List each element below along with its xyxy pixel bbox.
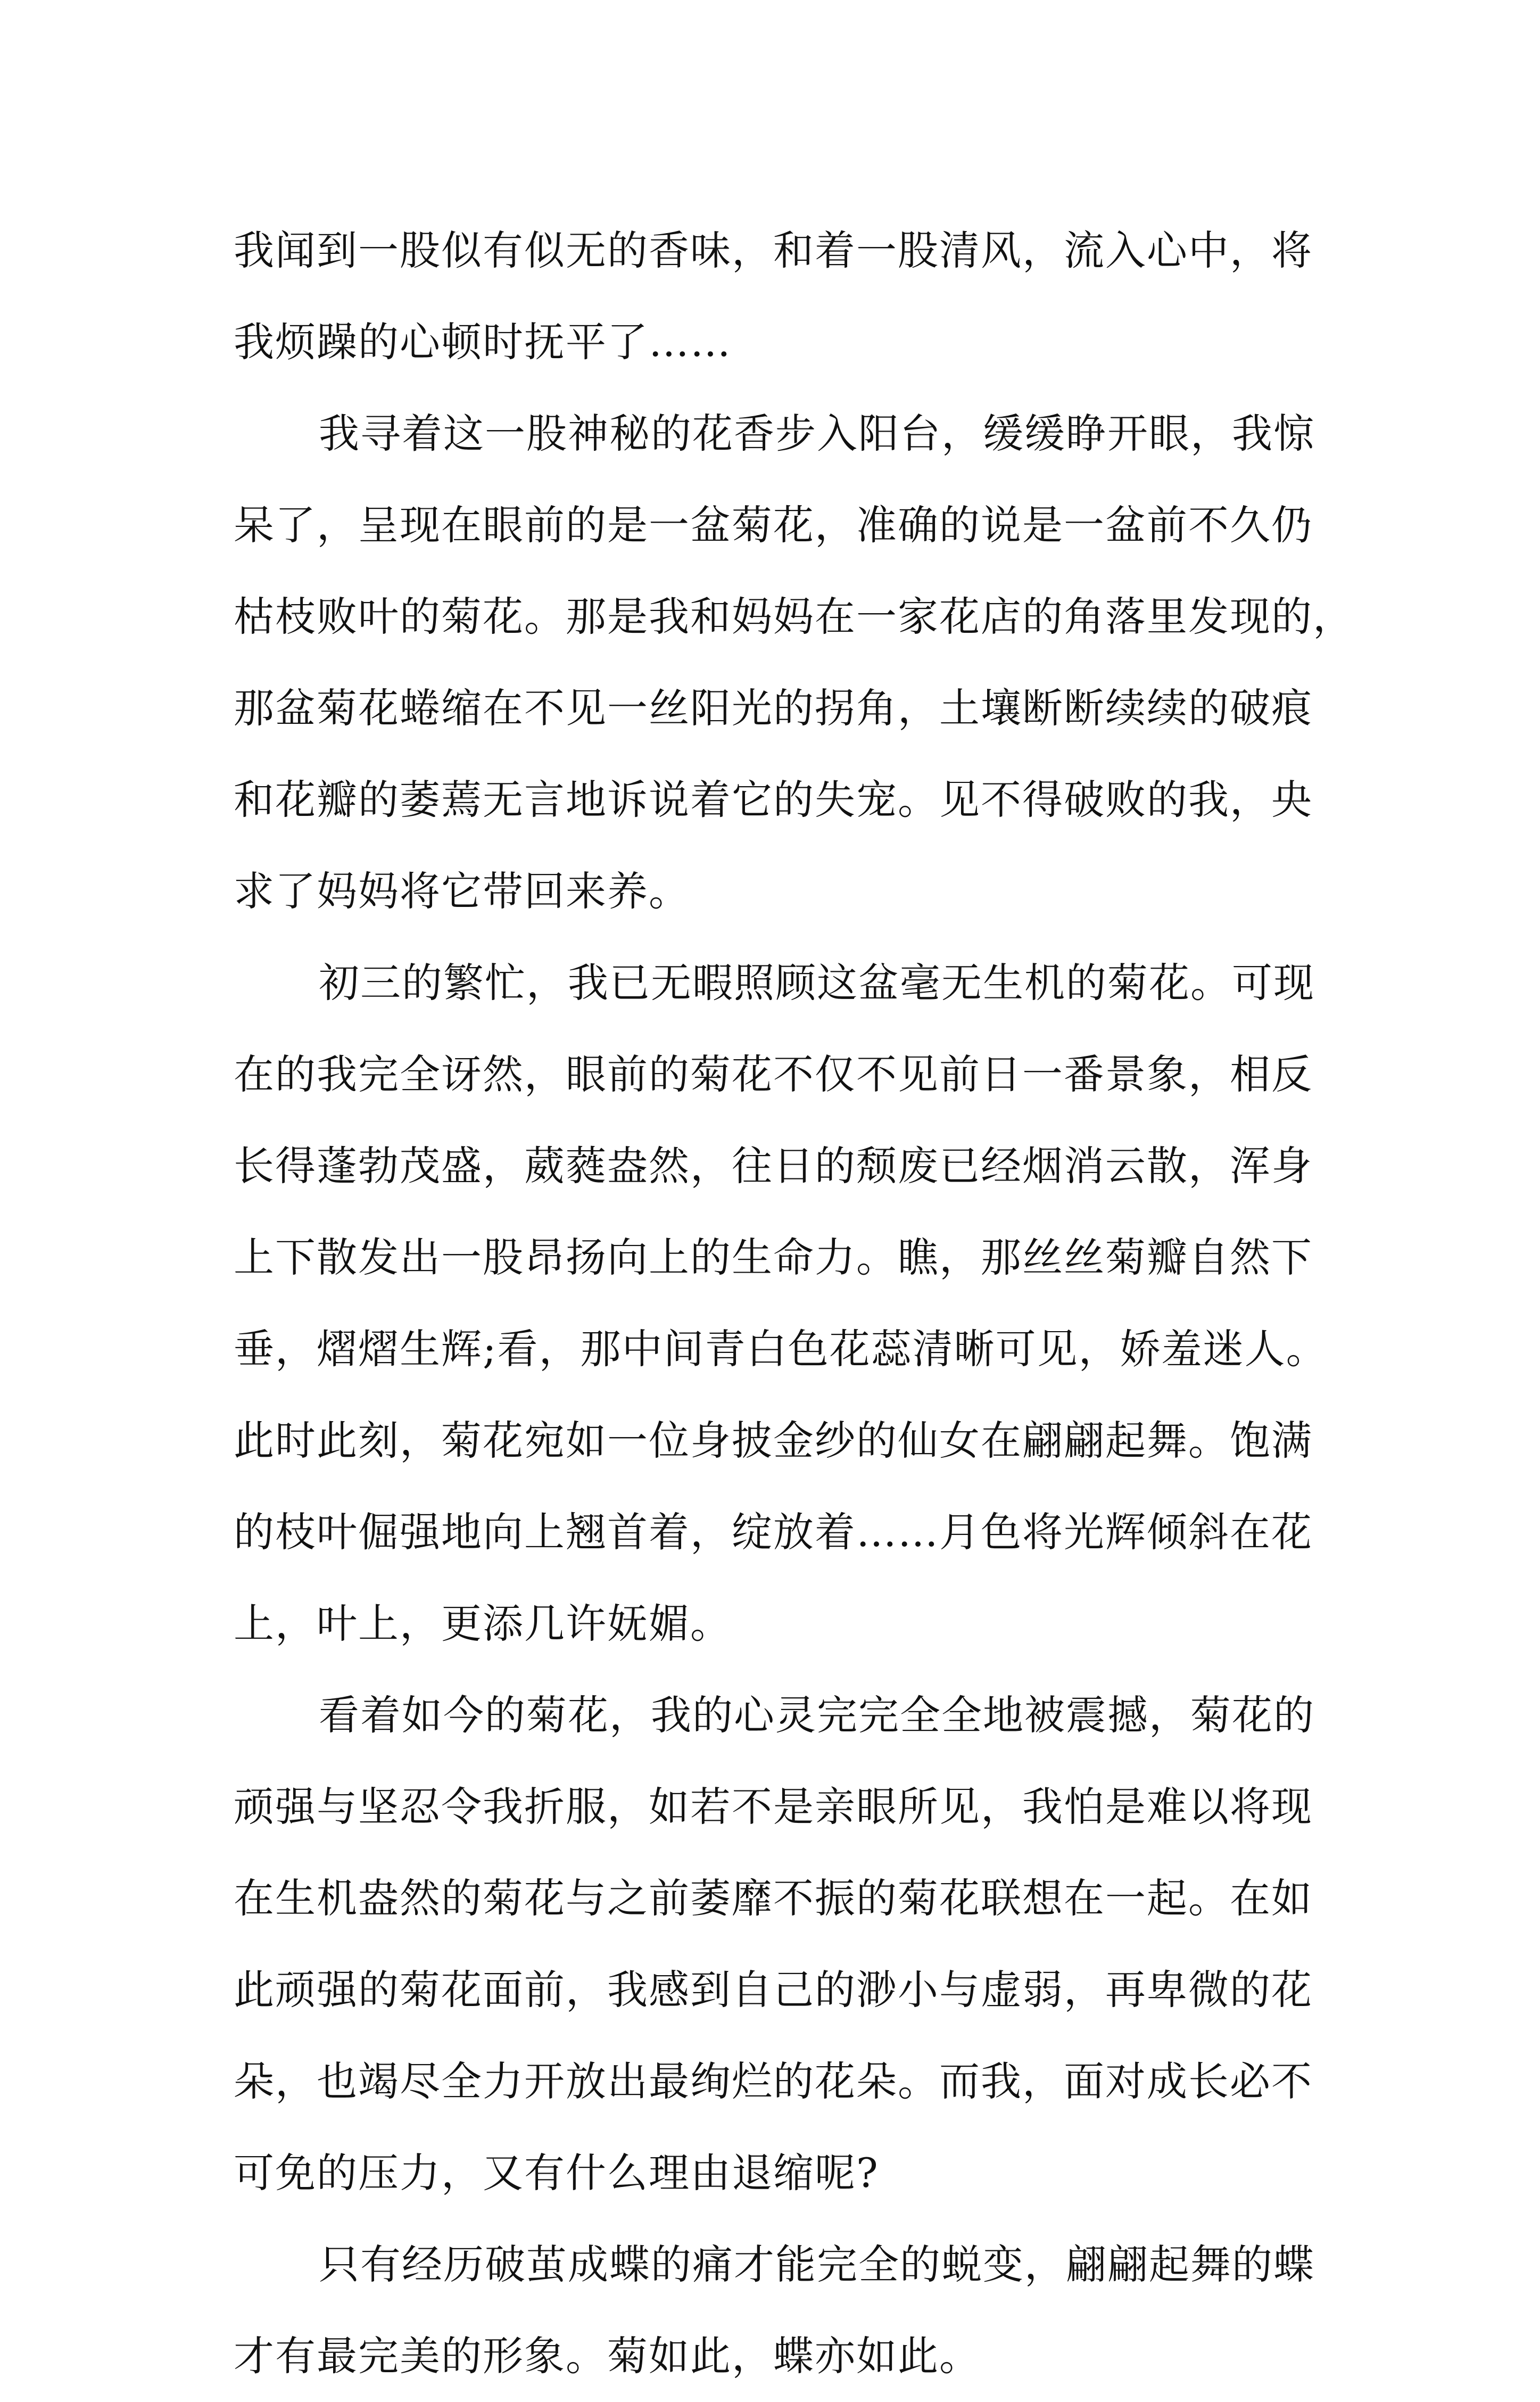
text-line-19: 在生机盎然的菊花与之前萎靡不振的菊花联想在一起。在如 bbox=[234, 1875, 1313, 1922]
text-line-6: 那盆菊花蜷缩在不见一丝阳光的拐角，土壤断断续续的破痕 bbox=[234, 684, 1313, 732]
text-line-18: 顽强与坚忍令我折服，如若不是亲眼所见，我怕是难以将现 bbox=[234, 1783, 1313, 1830]
paragraph-start-line-9: 初三的繁忙，我已无暇照顾这盆毫无生机的菊花。可现 bbox=[319, 959, 1315, 1006]
text-line-7: 和花瓣的萎蔫无言地诉说着它的失宠。见不得破败的我，央 bbox=[234, 776, 1313, 823]
text-line-22: 可免的压力，又有什么理由退缩呢? bbox=[234, 2149, 879, 2197]
text-line-24: 才有最完美的形象。菊如此，蝶亦如此。 bbox=[234, 2332, 981, 2380]
text-line-1: 我闻到一股似有似无的香味，和着一股清风，流入心中，将 bbox=[234, 227, 1313, 274]
text-line-15: 的枝叶倔强地向上翘首着，绽放着……月色将光辉倾斜在花 bbox=[234, 1508, 1313, 1556]
text-line-12: 上下散发出一股昂扬向上的生命力。瞧，那丝丝菊瓣自然下 bbox=[234, 1234, 1313, 1281]
text-line-11: 长得蓬勃茂盛，葳蕤盎然，往日的颓废已经烟消云散，浑身 bbox=[234, 1142, 1313, 1190]
paragraph-start-line-17: 看着如今的菊花，我的心灵完完全全地被震撼，菊花的 bbox=[319, 1691, 1315, 1739]
text-line-8: 求了妈妈将它带回来养。 bbox=[234, 868, 690, 915]
text-line-20: 此顽强的菊花面前，我感到自己的渺小与虚弱，再卑微的花 bbox=[234, 1966, 1313, 2013]
text-line-21: 朵，也竭尽全力开放出最绚烂的花朵。而我，面对成长必不 bbox=[234, 2058, 1313, 2105]
essay-body bbox=[234, 205, 1354, 2402]
text-line-16: 上，叶上，更添几许妩媚。 bbox=[234, 1600, 732, 1647]
text-line-14: 此时此刻，菊花宛如一位身披金纱的仙女在翩翩起舞。饱满 bbox=[234, 1417, 1313, 1464]
paragraph-start-line-23: 只有经历破茧成蝶的痛才能完全的蜕变，翩翩起舞的蝶 bbox=[319, 2241, 1315, 2288]
text-line-13: 垂，熠熠生辉;看，那中间青白色花蕊清晰可见，娇羞迷人。 bbox=[234, 1325, 1328, 1373]
text-line-10: 在的我完全讶然，眼前的菊花不仅不见前日一番景象，相反 bbox=[234, 1051, 1313, 1098]
text-line-5: 枯枝败叶的菊花。那是我和妈妈在一家花店的角落里发现的， bbox=[234, 593, 1354, 640]
text-line-4: 呆了，呈现在眼前的是一盆菊花，准确的说是一盆前不久仍 bbox=[234, 501, 1313, 549]
paragraph-start-line-3: 我寻着这一股神秘的花香步入阳台，缓缓睁开眼，我惊 bbox=[319, 410, 1315, 457]
text-line-2: 我烦躁的心顿时抚平了…… bbox=[234, 318, 732, 366]
